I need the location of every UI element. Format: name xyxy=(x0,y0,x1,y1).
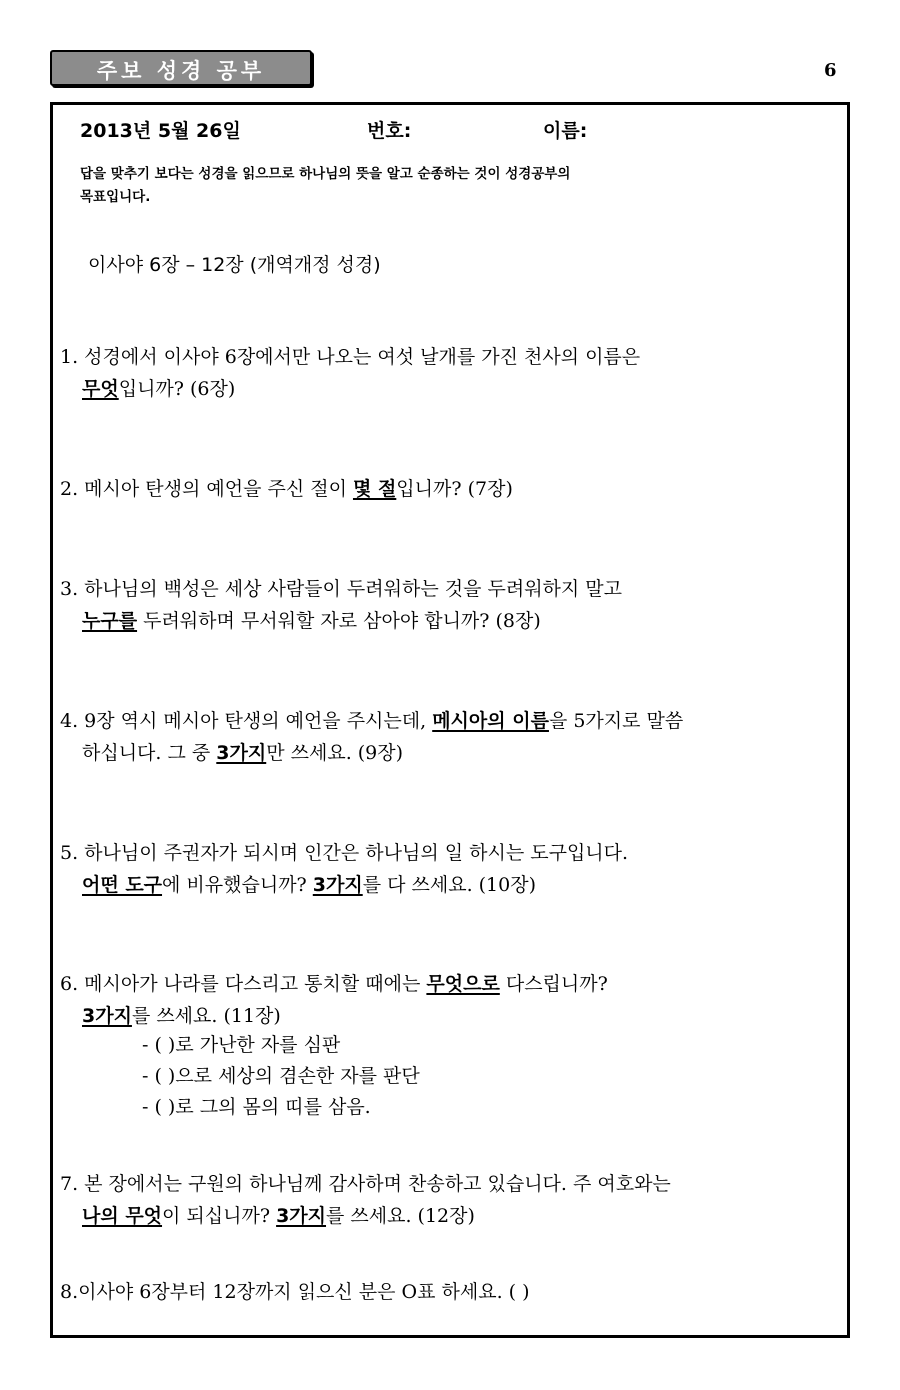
section-title: 이사야 6장 – 12장 (개역개정 성경) xyxy=(88,254,381,276)
question-5: 5. 하나님이 주권자가 되시며 인간은 하나님의 일 하시는 도구입니다. 어떤 도구에 비유했습니까? 3가지를 다 쓰세요. (10장) xyxy=(60,842,629,896)
question-6-sub-3: - ( )로 그의 몸의 띠를 삼음. xyxy=(142,1096,371,1118)
header-tab xyxy=(50,50,312,86)
intro-text: 답을 맞추기 보다는 성경을 읽으므로 하나님의 뜻을 알고 순종하는 것이 성경공부의 목표입니다. xyxy=(80,166,571,205)
page-number: 6 xyxy=(824,60,837,81)
question-3: 3. 하나님의 백성은 세상 사람들이 두려워하는 것을 두려워하지 말고 누구를 두려워하며 무서워할 자로 삼아야 합니까? (8장) xyxy=(60,578,623,632)
question-2: 2. 메시아 탄생의 예언을 주신 절이 몇 절입니까? (7장) xyxy=(60,478,513,500)
question-7: 7. 본 장에서는 구원의 하나님께 감사하며 찬송하고 있습니다. 주 여호와는 나의 무엇이 되십니까? 3가지를 쓰세요. (12장) xyxy=(60,1173,671,1227)
number-label: 번호: xyxy=(367,120,412,142)
header-title: 주보 성경 공부 xyxy=(96,59,266,83)
date: 2013년 5월 26일 xyxy=(80,120,241,142)
name-label: 이름: xyxy=(543,120,588,142)
question-6-sub-1: - ( )로 가난한 자를 심판 xyxy=(142,1034,341,1056)
question-6: 6. 메시아가 나라를 다스리고 통치할 때에는 무엇으로 다스립니까? 3가지를 쓰세요. (11장) xyxy=(60,973,608,1027)
question-1: 1. 성경에서 이사야 6장에서만 나오는 여섯 날개를 가진 천사의 이름은 무엇입니까? (6장) xyxy=(60,346,641,400)
question-6-sub-2: - ( )으로 세상의 겸손한 자를 판단 xyxy=(142,1065,420,1087)
question-4: 4. 9장 역시 메시아 탄생의 예언을 주시는데, 메시아의 이름을 5가지로 말씀 하십니다. 그 중 3가지만 쓰세요. (9장) xyxy=(60,710,684,764)
question-8: 8.이사야 6장부터 12장까지 읽으신 분은 O표 하세요. ( ) xyxy=(60,1281,530,1303)
